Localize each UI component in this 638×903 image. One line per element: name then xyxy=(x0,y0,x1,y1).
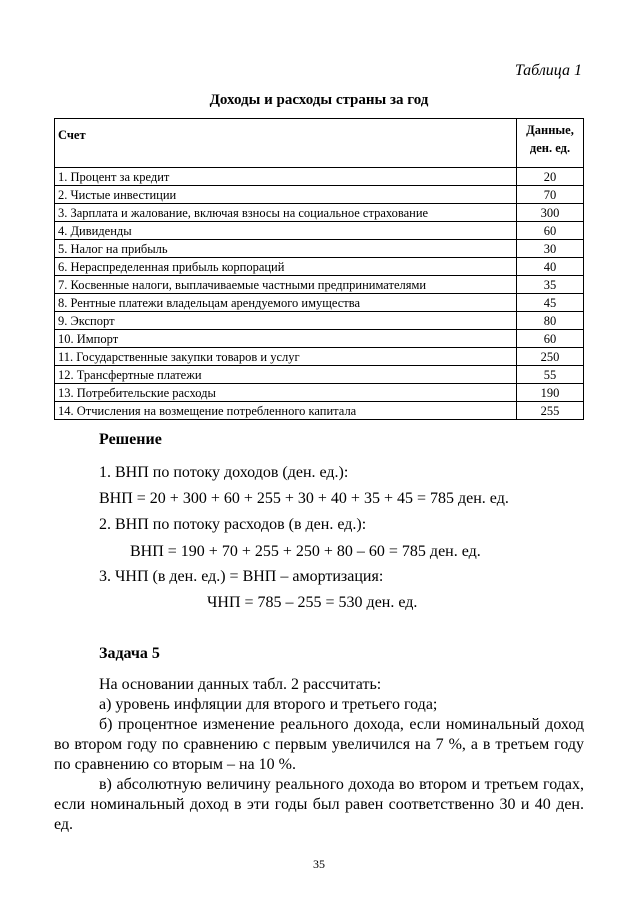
row-label: 8. Рентные платежи владельцам арендуемого имущества xyxy=(55,294,517,312)
row-label: 2. Чистые инвестиции xyxy=(55,186,517,204)
task-heading: Задача 5 xyxy=(99,645,160,662)
table-row xyxy=(55,294,584,312)
row-label: 14. Отчисления на возмещение потребленного капитала xyxy=(55,402,517,420)
row-label: 11. Государственные закупки товаров и услуг xyxy=(55,348,517,366)
row-value: 80 xyxy=(517,312,584,330)
row-label: 5. Налог на прибыль xyxy=(55,240,517,258)
row-label: 4. Дивиденды xyxy=(55,222,517,240)
table-header-row xyxy=(55,119,584,168)
solution-step-3: 3. ЧНП (в ден. ед.) = ВНП – амортизация: xyxy=(99,568,384,585)
row-value: 40 xyxy=(517,258,584,276)
row-value: 255 xyxy=(517,402,584,420)
row-value: 20 xyxy=(517,168,584,186)
table-row xyxy=(55,384,584,402)
row-value: 60 xyxy=(517,330,584,348)
table-row xyxy=(55,348,584,366)
row-value: 60 xyxy=(517,222,584,240)
task-body xyxy=(54,675,584,835)
column-header-account: Счет xyxy=(55,119,517,168)
column-header-value-line2: ден. ед. xyxy=(529,141,571,155)
task-item-b: б) процентное изменение реального дохода, если номинальный доход во втором году по сравнению с первым увеличился на 7 %, а в третьем году по сравнению со вторым – на 10 %. xyxy=(54,716,584,773)
row-value: 300 xyxy=(517,204,584,222)
row-value: 190 xyxy=(517,384,584,402)
table-row xyxy=(55,366,584,384)
row-label: 6. Нераспределенная прибыль корпораций xyxy=(55,258,517,276)
task-item-c: в) абсолютную величину реального дохода во втором и третьем годах, если номинальный доход в эти годы был равен соответственно 30 и 40 ден. ед. xyxy=(54,776,584,833)
table-row xyxy=(55,186,584,204)
table-caption: Таблица 1 xyxy=(514,62,582,79)
column-header-value xyxy=(517,119,584,168)
column-header-value-line1: Данные, xyxy=(526,123,574,137)
table-row xyxy=(55,222,584,240)
row-value: 70 xyxy=(517,186,584,204)
row-label: 13. Потребительские расходы xyxy=(55,384,517,402)
row-label: 12. Трансфертные платежи xyxy=(55,366,517,384)
row-label: 9. Экспорт xyxy=(55,312,517,330)
row-value: 30 xyxy=(517,240,584,258)
table-row xyxy=(55,168,584,186)
table-row xyxy=(55,258,584,276)
solution-formula-3: ЧНП = 785 – 255 = 530 ден. ед. xyxy=(207,594,418,611)
task-intro: На основании данных табл. 2 рассчитать: xyxy=(99,676,382,693)
row-label: 1. Процент за кредит xyxy=(55,168,517,186)
row-label: 10. Импорт xyxy=(55,330,517,348)
row-value: 55 xyxy=(517,366,584,384)
page-number: 35 xyxy=(313,857,325,871)
row-label: 3. Зарплата и жалование, включая взносы на социальное страхование xyxy=(55,204,517,222)
task-item-a: а) уровень инфляции для второго и третьего года; xyxy=(99,696,438,713)
income-expense-table xyxy=(54,118,584,420)
solution-step-1: 1. ВНП по потоку доходов (ден. ед.): xyxy=(99,464,349,481)
table-row xyxy=(55,276,584,294)
row-value: 45 xyxy=(517,294,584,312)
row-value: 250 xyxy=(517,348,584,366)
row-value: 35 xyxy=(517,276,584,294)
table-row xyxy=(55,330,584,348)
table-title: Доходы и расходы страны за год xyxy=(209,92,429,108)
solution-heading: Решение xyxy=(99,431,162,448)
solution-step-2: 2. ВНП по потоку расходов (в ден. ед.): xyxy=(99,516,367,533)
solution-formula-1: ВНП = 20 + 300 + 60 + 255 + 30 + 40 + 35 + 45 = 785 ден. ед. xyxy=(99,490,509,507)
table-row xyxy=(55,240,584,258)
table-row xyxy=(55,402,584,420)
row-label: 7. Косвенные налоги, выплачиваемые частными предпринимателями xyxy=(55,276,517,294)
solution-formula-2: ВНП = 190 + 70 + 255 + 250 + 80 – 60 = 785 ден. ед. xyxy=(130,543,481,560)
table-row xyxy=(55,204,584,222)
table-row xyxy=(55,312,584,330)
